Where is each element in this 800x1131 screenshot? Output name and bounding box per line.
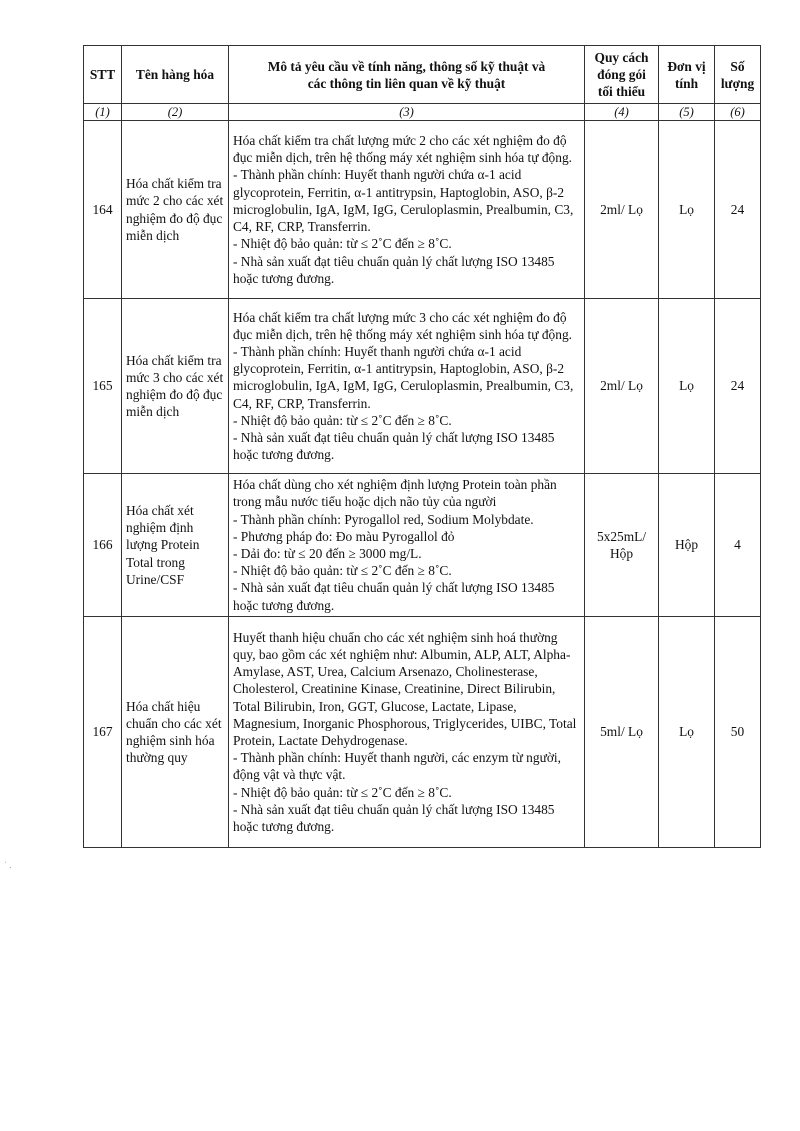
row-product-name: Hóa chất kiểm tra mức 2 cho các xét nghiệm đo độ đục miễn dịch	[122, 121, 229, 299]
row-product-name: Hóa chất xét nghiệm định lượng Protein Total trong Urine/CSF	[122, 474, 229, 617]
row-stt: 166	[84, 474, 122, 617]
table-row	[84, 121, 761, 299]
table-row	[84, 617, 761, 848]
description-line: - Dải đo: từ ≤ 20 đến ≥ 3000 mg/L.	[233, 546, 422, 561]
row-quantity: 50	[715, 617, 761, 848]
description-line: - Nhiệt độ bảo quản: từ ≤ 2˚C đến ≥ 8˚C.	[233, 236, 452, 252]
table-row	[84, 299, 761, 474]
row-packaging: 2ml/ Lọ	[585, 121, 659, 299]
row-quantity: 24	[715, 121, 761, 299]
header-row	[84, 46, 761, 104]
row-description	[229, 121, 585, 299]
row-quantity: 4	[715, 474, 761, 617]
margin-marks: ˈ .	[4, 860, 12, 870]
row-description	[229, 474, 585, 617]
description-line: - Phương pháp đo: Đo màu Pyrogallol đỏ	[233, 528, 455, 544]
row-stt: 165	[84, 299, 122, 474]
description-line: - Thành phần chính: Huyết thanh người chứa α-1 acid glycoprotein, Ferritin, α-1 antitrypsin, Haptoglobin, ASO, β-2 microglobulin, IgA, IgM, IgG, Ceruloplasmin, Prealbumin, C3, C4, RF, CRP, Transferrin.	[233, 343, 574, 411]
header-stt: STT	[84, 46, 122, 104]
row-quantity: 24	[715, 299, 761, 474]
description-line: - Thành phần chính: Huyết thanh người chứa α-1 acid glycoprotein, Ferritin, α-1 antitrypsin, Haptoglobin, ASO, β-2 microglobulin, IgA, IgM, IgG, Ceruloplasmin, Prealbumin, C3, C4, RF, CRP, Transferrin.	[233, 167, 574, 235]
column-number: (3)	[229, 104, 585, 121]
description-line: - Nhiệt độ bảo quản: từ ≤ 2˚C đến ≥ 8˚C.	[233, 784, 452, 800]
row-product-name: Hóa chất kiểm tra mức 3 cho các xét nghiệm đo độ đục miễn dịch	[122, 299, 229, 474]
row-packaging: 2ml/ Lọ	[585, 299, 659, 474]
description-line: Huyết thanh hiệu chuẩn cho các xét nghiệm sinh hoá thường quy, bao gồm các xét nghiệm như: Albumin, ALP, ALT, Alpha-Amylase, AST, Urea, Calcium Arsenazo, Cholinesterase, Cholesterol, Creatinine Kinase, Creatinine, Direct Bilirubin, Total Bilirubin, Iron, GGT, Glucose, Lactate, Lipase, Magnesium, Inorganic Phosphorous, Triglycerides, UIBC, Total Protein, Lactate Dehydrogenase.	[233, 629, 577, 748]
column-number: (1)	[84, 104, 122, 121]
row-unit: Hộp	[659, 474, 715, 617]
description-line: - Nhà sản xuất đạt tiêu chuẩn quản lý chất lượng ISO 13485 hoặc tương đương.	[233, 430, 555, 463]
header-packaging: Quy cách đóng gói tối thiểu	[585, 46, 659, 104]
header-quantity: Số lượng	[715, 46, 761, 104]
description-line: Hóa chất kiểm tra chất lượng mức 2 cho các xét nghiệm đo độ đục miễn dịch, trên hệ thống máy xét nghiệm sinh hóa tự động.	[233, 133, 572, 166]
description-line: - Thành phần chính: Pyrogallol red, Sodium Molybdate.	[233, 511, 534, 527]
description-line: - Thành phần chính: Huyết thanh người, các enzym từ người, động vật và thực vật.	[233, 750, 561, 783]
description-line: - Nhiệt độ bảo quản: từ ≤ 2˚C đến ≥ 8˚C.	[233, 563, 452, 579]
row-packaging: 5x25mL/ Hộp	[585, 474, 659, 617]
column-numbering-row	[84, 104, 761, 121]
description-line: - Nhà sản xuất đạt tiêu chuẩn quản lý chất lượng ISO 13485 hoặc tương đương.	[233, 253, 555, 286]
description-line: - Nhà sản xuất đạt tiêu chuẩn quản lý chất lượng ISO 13485 hoặc tương đương.	[233, 580, 555, 613]
header-description: Mô tả yêu cầu về tính năng, thông số kỹ thuật và các thông tin liên quan về kỹ thuật	[229, 46, 585, 104]
description-line: Hóa chất dùng cho xét nghiệm định lượng Protein toàn phần trong mẫu nước tiểu hoặc dịch não tủy của người	[233, 477, 557, 510]
row-stt: 167	[84, 617, 122, 848]
description-line: Hóa chất kiểm tra chất lượng mức 3 cho các xét nghiệm đo độ đục miễn dịch, trên hệ thống máy xét nghiệm sinh hóa tự động.	[233, 309, 572, 342]
row-unit: Lọ	[659, 299, 715, 474]
description-line: - Nhiệt độ bảo quản: từ ≤ 2˚C đến ≥ 8˚C.	[233, 412, 452, 428]
column-number: (6)	[715, 104, 761, 121]
header-name: Tên hàng hóa	[122, 46, 229, 104]
description-line: - Nhà sản xuất đạt tiêu chuẩn quản lý chất lượng ISO 13485 hoặc tương đương.	[233, 801, 555, 835]
row-description	[229, 299, 585, 474]
row-packaging: 5ml/ Lọ	[585, 617, 659, 848]
column-number: (5)	[659, 104, 715, 121]
specification-table	[83, 45, 761, 848]
header-unit: Đơn vị tính	[659, 46, 715, 104]
column-number: (4)	[585, 104, 659, 121]
row-stt: 164	[84, 121, 122, 299]
row-unit: Lọ	[659, 121, 715, 299]
row-product-name: Hóa chất hiệu chuẩn cho các xét nghiệm sinh hóa thường quy	[122, 617, 229, 848]
row-description	[229, 617, 585, 848]
column-number: (2)	[122, 104, 229, 121]
table-row	[84, 474, 761, 617]
row-unit: Lọ	[659, 617, 715, 848]
